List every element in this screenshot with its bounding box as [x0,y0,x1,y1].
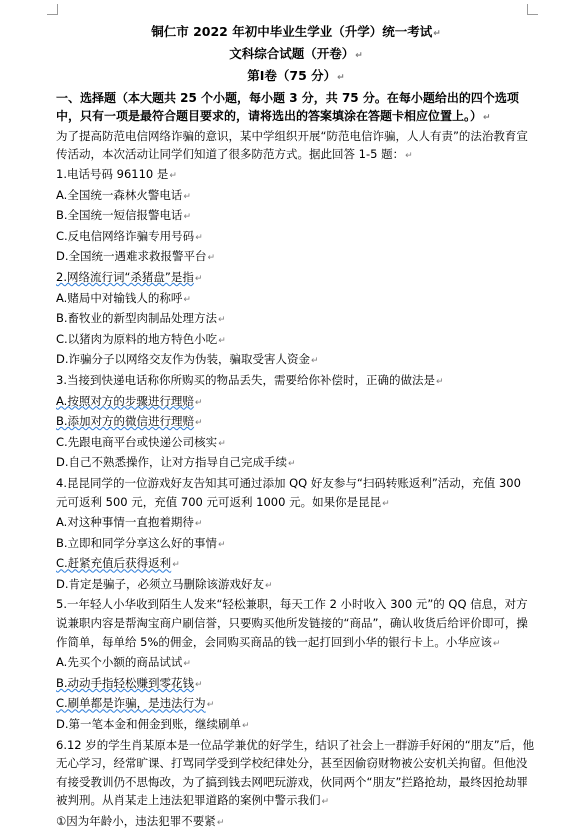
question-stem: 4.昆昆同学的一位游戏好友告知其可通过添加 QQ 好友参与“扫码转账返利”活动，充值 300 元可返利 500 元，充值 700 元可返利 1000 元。如果你是昆昆↵ [56,475,521,509]
answer-option: B.畜牧业的新型肉制品处理方法↵ [56,311,226,326]
answer-option: B.立即和同学分享这么好的事情↵ [56,535,226,550]
answer-option: A.对这种事情一直抱着期待↵ [56,515,203,530]
question-stem: 3.当接到快递电话称你所购买的物品丢失，需要给你补偿时，正确的做法是↵ [56,372,444,387]
question-stem: 2.网络流行词“杀猪盘”是指↵ [56,269,203,284]
margin-corner-mark [527,4,538,15]
answer-option: A.全国统一森林火警电话↵ [56,187,191,202]
answer-option: D.诈骗分子以网络交友作为伪装，骗取受害人资金↵ [56,352,319,367]
answer-option: B.动动手指轻松赚到零花钱↵ [56,675,203,690]
answer-option: D.自己不熟悉操作，让对方指导自己完成手续↵ [56,455,296,470]
intro-paragraph: 为了提高防范电信网络诈骗的意识，某中学组织开展“防范电信诈骗，人人有责”的法治教育宣传活动，本次活动让同学们知道了很多防范方式。据此回答 1-5 题：↵ [56,129,528,161]
answer-option: C.刷单都是诈骗，是违法行为↵ [56,696,215,711]
section-instructions: 一、选择题（本大题共 25 个小题，每小题 3 分，共 75 分。在每小题给出的四个选项中，只有一项是最符合题目要求的，请将选出的答案填涂在答题卡相应位置上。）↵ [56,91,519,123]
answer-option: C.赶紧充值后获得返利↵ [56,556,180,571]
answer-option: D.肯定是骗子，必须立马删除该游戏好友↵ [56,576,273,591]
exam-subtitle: 文科综合试题（开卷）↵ [229,46,363,61]
answer-option: B.全国统一短信报警电话↵ [56,208,192,223]
exam-title: 铜仁市 2022 年初中毕业生学业（升学）统一考试↵ [151,24,441,39]
answer-option: A.赌局中对输钱人的称呼↵ [56,290,191,305]
answer-option: D.第一笔本金和佣金到账，继续刷单↵ [56,717,250,732]
question-stem: 1.电话号码 96110 是↵ [56,167,177,181]
question-stem: 5.一年轻人小华收到陌生人发来“轻松兼职，每天工作 2 小时收入 300 元”的 QQ 信息，对方说兼职内容是帮淘宝商户刷信誉，只要购买他所发链接的“商品”，确认收货后给评价即可，操作简单，每单给 5%的佣金，会同购买商品的钱一起打回到小华的银行卡上。小华应该↵ [56,597,528,649]
answer-option: ①因为年龄小，违法犯罪不要紧↵ [56,814,225,828]
answer-option: C.反电信网络诈骗专用号码↵ [56,228,203,243]
answer-option: D.全国统一遇难求救报警平台↵ [56,249,216,264]
margin-corner-mark [47,4,58,15]
answer-option: A.先买个小额的商品试试↵ [56,655,191,670]
answer-option: A.按照对方的步骤进行理赔↵ [56,393,203,408]
paper-part-heading: 第Ⅰ卷（75 分）↵ [247,68,345,83]
answer-option: C.先跟电商平台或快递公司核实↵ [56,434,226,449]
answer-option: C.以猪肉为原料的地方特色小吃↵ [56,331,226,346]
question-stem: 6.12 岁的学生肖某原本是一位品学兼优的好学生，结识了社会上一群游手好闲的“朋友”后，他无心学习，经常旷课、打骂同学受到学校纪律处分，甚至因偷窃财物被公安机关拘留。但他没有接受教训仍不思悔改，为了搞到钱去网吧玩游戏，伙同两个“朋友”拦路抢劫，最终因抢劫罪被判刑。从肖某走上违法犯罪道路的案例中警示我们↵ [56,737,535,808]
answer-option: B.添加对方的微信进行理赔↵ [56,414,203,429]
page-content [56,22,536,833]
